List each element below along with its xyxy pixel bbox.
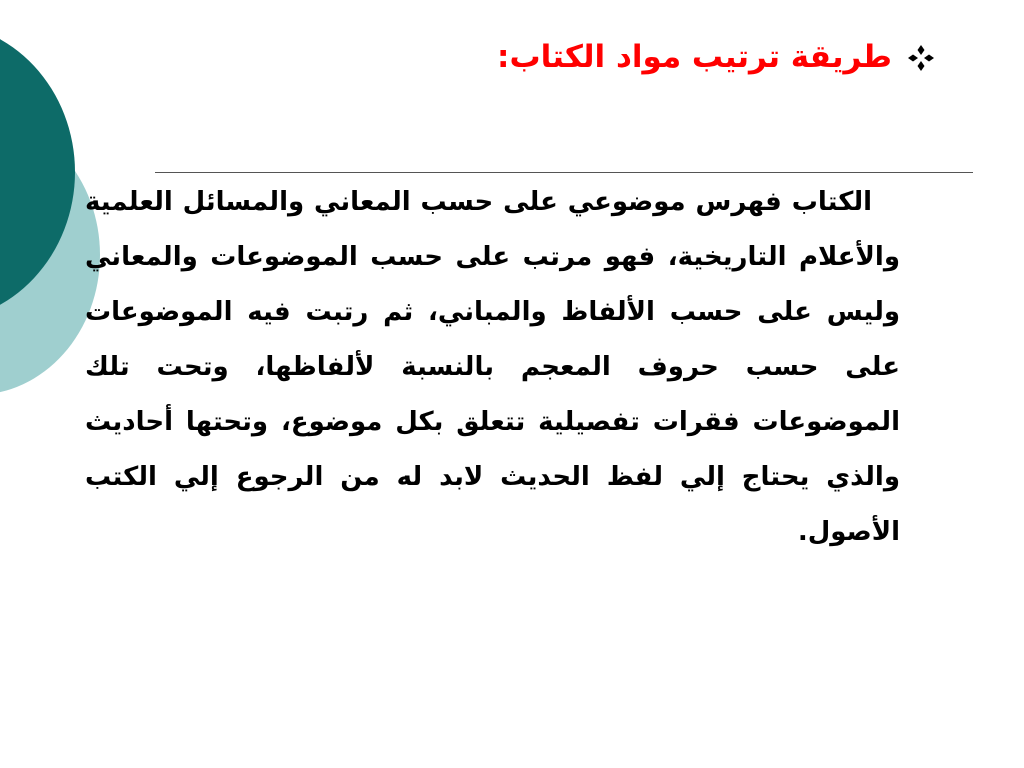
title-divider — [155, 172, 973, 173]
body-paragraph: الكتاب فهرس موضوعي على حسب المعاني والمسائل العلمية والأعلام التاريخية، فهو مرتب على حسب الموضوعات والمعاني وليس على حسب الألفاظ والمباني، ثم رتبت فيه الموضوعات على حسب حروف المعجم بالنسبة لألفاظها، وتحت تلك الموضوعات فقرات تفصيلية تتعلق بكل موضوع، وتحتها أحاديث والذي يحتاج إلي لفظ الحديث لابد له من الرجوع إلي الكتب الأصول. — [85, 187, 900, 547]
diamond-bullet-icon — [906, 43, 936, 73]
title-row — [497, 39, 936, 75]
slide-title: طريقة ترتيب مواد الكتاب: — [497, 39, 892, 75]
